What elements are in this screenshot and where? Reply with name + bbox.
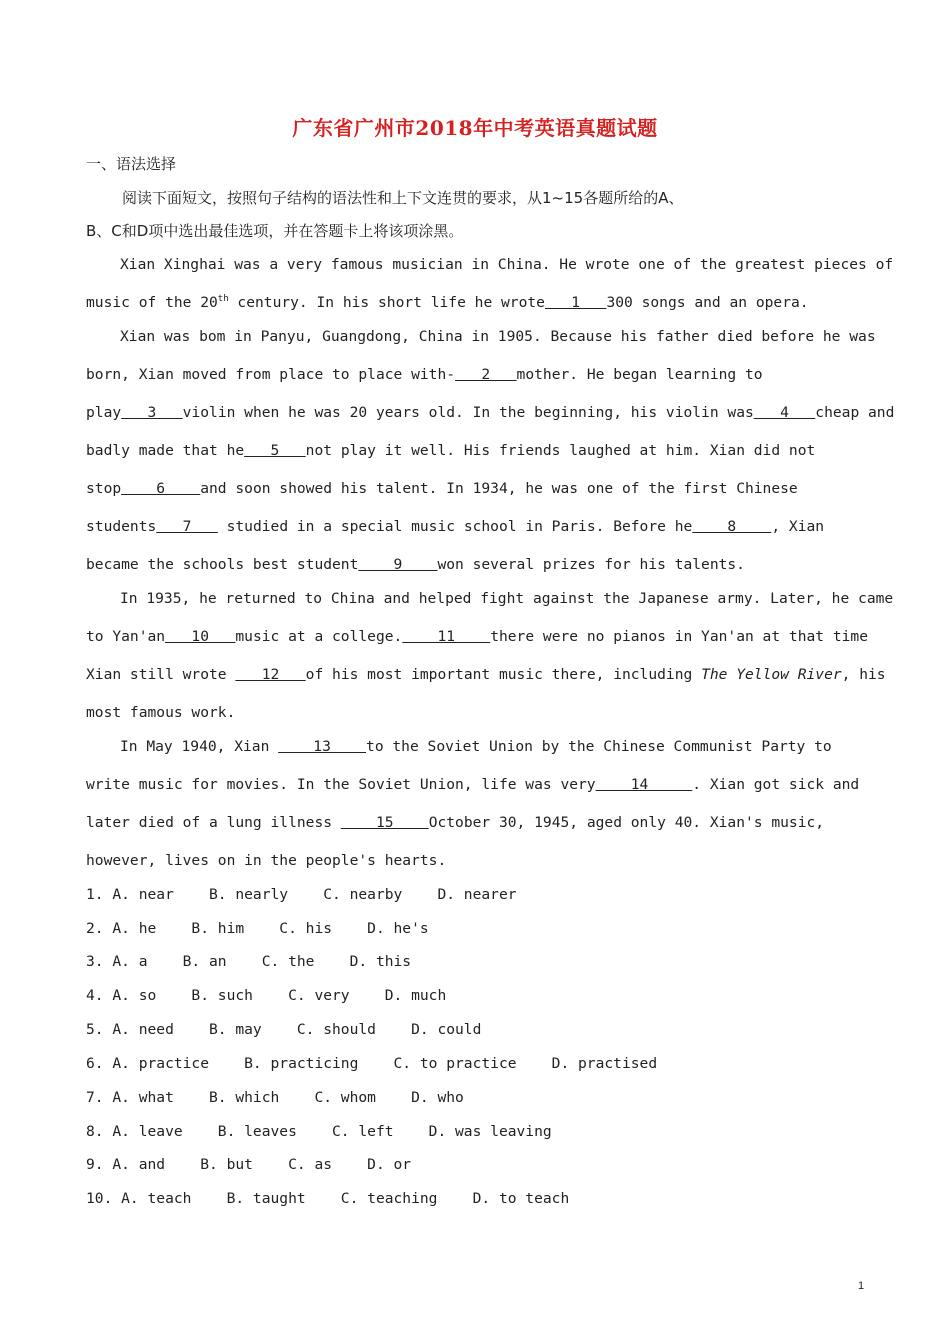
page-number: 1 (858, 1280, 865, 1292)
passage-text: write music for movies. In the Soviet Union, life was very (86, 776, 596, 793)
passage-text: however, lives on in the people's hearts. (86, 852, 447, 869)
question-options-3: 3. A. a B. an C. the D. this (86, 953, 412, 970)
passage-text: century. In his short life he wrote (228, 294, 545, 311)
passage-text: of his most important music there, including (305, 666, 702, 683)
passage-text: . Xian got sick and (692, 776, 860, 793)
passage-line (86, 442, 861, 459)
passage-line (86, 556, 861, 573)
passage-text: cheap and (815, 404, 895, 421)
blank-14: 14 (595, 776, 693, 793)
passage-line (86, 518, 861, 535)
passage-line (86, 256, 894, 273)
question-options-7: 7. A. what B. which C. whom D. who (86, 1089, 464, 1106)
question-options-5: 5. A. need B. may C. should D. could (86, 1021, 482, 1038)
blank-4: 4 (753, 404, 816, 421)
superscript: th (217, 294, 229, 305)
passage-line (86, 852, 861, 869)
page-title: 广东省广州市2018年中考英语真题试题 (292, 116, 658, 140)
question-options-6: 6. A. practice B. practicing C. to practice D. practised (86, 1055, 658, 1072)
passage-text: play (86, 404, 122, 421)
question-options-4: 4. A. so B. such C. very D. much (86, 987, 447, 1004)
question-options-2: 2. A. he B. him C. his D. he's (86, 920, 429, 937)
passage-text: not play it well. His friends laughed at him. Xian did not (305, 442, 816, 459)
passage-text: , Xian (771, 518, 825, 535)
passage-text: Xian still wrote (86, 666, 236, 683)
blank-8: 8 (692, 518, 772, 535)
blank-11: 11 (402, 628, 491, 645)
passage-line (86, 328, 876, 345)
blank-10: 10 (165, 628, 236, 645)
passage-line (86, 666, 886, 683)
question-options-8: 8. A. leave B. leaves C. left D. was leaving (86, 1123, 552, 1140)
passage-line (86, 776, 861, 793)
blank-15: 15 (340, 814, 429, 831)
blank-12: 12 (235, 666, 306, 683)
passage-text: stop (86, 480, 122, 497)
passage-text: to Yan'an (86, 628, 166, 645)
question-options-10: 10. A. teach B. taught C. teaching D. to teach (86, 1190, 570, 1207)
passage-text: In 1935, he returned to China and helped fight against the Japanese army. Later, he came (120, 590, 894, 607)
passage-text: mother. He began learning to (516, 366, 763, 383)
blank-2: 2 (455, 366, 517, 383)
passage-text: October 30, 1945, aged only 40. Xian's music, (428, 814, 825, 831)
passage-text: 300 songs and an opera. (606, 294, 809, 311)
blank-6: 6 (121, 480, 201, 497)
question-options-9: 9. A. and B. but C. as D. or (86, 1156, 412, 1173)
passage-text: to the Soviet Union by the Chinese Communist Party to (366, 738, 832, 755)
passage-line (86, 366, 861, 383)
blank-13: 13 (278, 738, 367, 755)
passage-text: later died of a lung illness (86, 814, 341, 831)
passage-line (86, 590, 894, 607)
passage-text: music of the 20 (86, 294, 218, 311)
passage-text: won several prizes for his talents. (437, 556, 745, 573)
passage-line (86, 480, 861, 497)
passage-line (86, 704, 861, 721)
passage-text: Xian was bom in Panyu, Guangdong, China in 1905. Because his father died before he was (120, 328, 876, 345)
passage-text: most famous work. (86, 704, 236, 721)
blank-9: 9 (358, 556, 438, 573)
song-title: The Yellow River (701, 666, 842, 683)
passage-text: and soon showed his talent. In 1934, he was one of the first Chinese (200, 480, 798, 497)
section-heading: 一、语法选择 (86, 155, 177, 173)
passage-text: , his (841, 666, 886, 683)
passage-text: became the schools best student (86, 556, 359, 573)
blank-5: 5 (244, 442, 306, 459)
passage-text: studied in a special music school in Paris. Before he (217, 518, 693, 535)
passage-text: violin when he was 20 years old. In the beginning, his violin was (182, 404, 754, 421)
instructions-line-1: 阅读下面短文，按照句子结构的语法性和上下文连贯的要求，从1~15各题所给的A、 (122, 189, 684, 207)
passage-text: there were no pianos in Yan'an at that time (490, 628, 868, 645)
passage-line (86, 628, 868, 645)
passage-text: In May 1940, Xian (120, 738, 279, 755)
blank-1: 1 (544, 294, 607, 311)
passage-text: badly made that he (86, 442, 245, 459)
passage-line (86, 294, 861, 311)
blank-3: 3 (121, 404, 183, 421)
passage-line (86, 404, 895, 421)
passage-text: Xian Xinghai was a very famous musician in China. He wrote one of the greatest pieces of (120, 256, 894, 273)
passage-line (86, 738, 861, 755)
blank-7: 7 (156, 518, 218, 535)
passage-text: born, Xian moved from place to place with- (86, 366, 456, 383)
passage-line (86, 814, 861, 831)
question-options-1: 1. A. near B. nearly C. nearby D. nearer (86, 886, 517, 903)
passage-text: students (86, 518, 157, 535)
instructions-line-2: B、C和D项中选出最佳选项，并在答题卡上将该项涂黑。 (86, 222, 464, 240)
passage-text: music at a college. (235, 628, 403, 645)
